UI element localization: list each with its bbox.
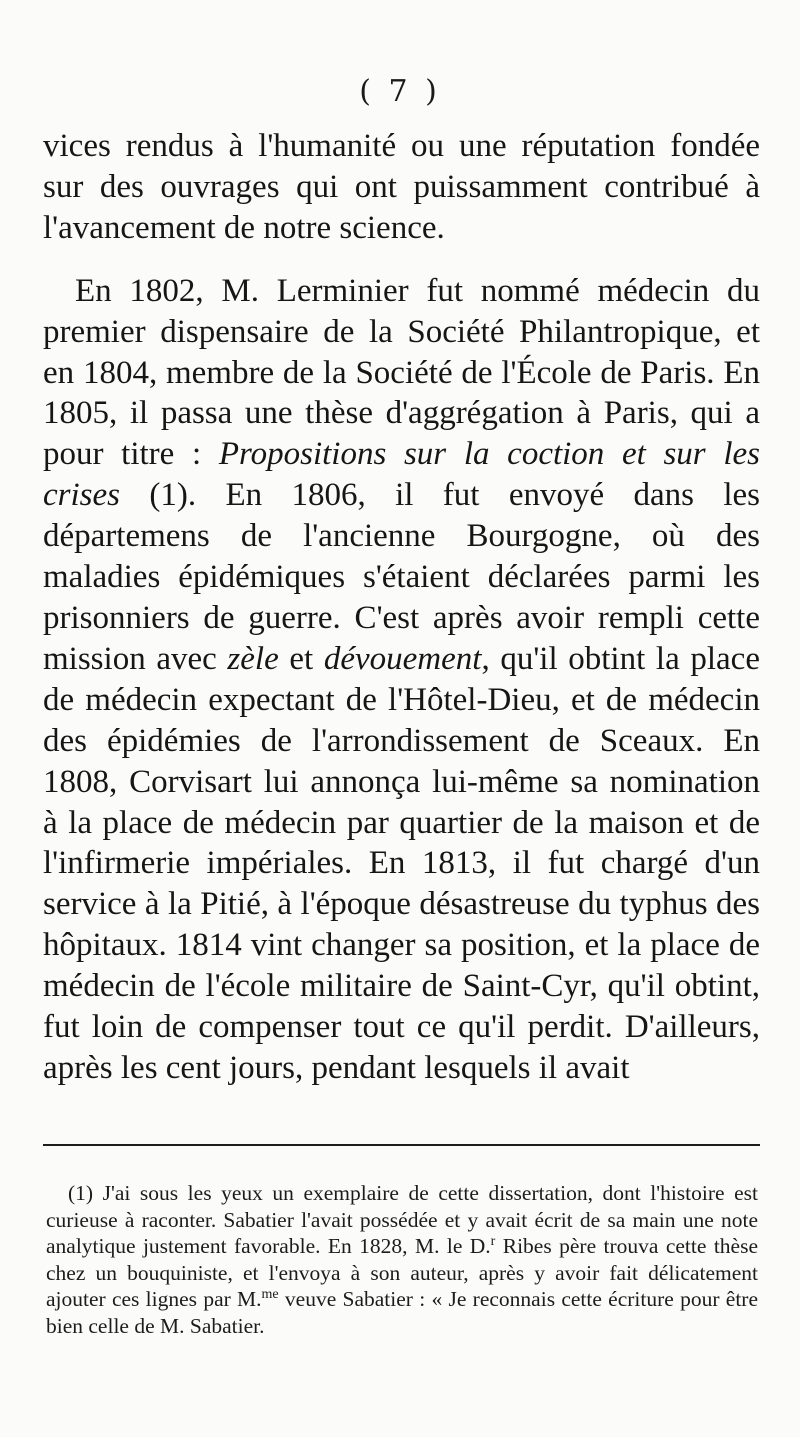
footnote-divider (43, 1144, 760, 1146)
paragraph-1: vices rendus à l'humanité ou une réputation fondée sur des ouvrages qui ont puissamment contribué à l'avancement de notre science. (43, 128, 760, 246)
footnote-text-a: (1) J'ai sous les yeux un exemplaire de cette dissertation, dont l'histoire est curieuse à raconter. Sabatier l'avait possédée et y avait écrit de sa main une note analytique justement favorable. En 1828, M. le D. (46, 1181, 758, 1259)
emphasis-zele: zèle (227, 640, 279, 677)
thesis-title: Propositions sur la coction et sur les crises (43, 436, 760, 514)
paragraph-2-text-a: En 1802, M. Lerminier fut nommé médecin du premier dispensaire de la Société Philantropique, et en 1804, membre de la Société de l'École de Paris. En 1805, il passa une thèse d'aggrégation à Paris, qui a pour titre : (43, 272, 760, 473)
page-number: ( 7 ) (359, 74, 441, 109)
emphasis-devouement: dévouement (323, 640, 482, 677)
footnote-text-b: Ribes père trouva cette thèse chez un bouquiniste, et l'envoya à son auteur, après y avoir fait délicatement ajouter ces lignes par M. (46, 1234, 758, 1312)
footnote (46, 1180, 758, 1340)
main-text (43, 126, 760, 1089)
paragraph-2 (43, 271, 760, 1089)
footnote-text-c: veuve Sabatier : « Je reconnais cette écriture pour être bien celle de M. Sabatier. (46, 1287, 758, 1338)
paragraph-2-text-d: , qu'il obtint la place de médecin expectant de l'Hôtel-Dieu, et de médecin des épidémies de l'arrondissement de Sceaux. En 1808, Corvisart lui annonça lui-même sa nomination à la place de médecin par quartier de la maison et de l'infirmerie impériales. En 1813, il fut chargé d'un service à la Pitié, à l'époque désastreuse du typhus des hôpitaux. 1814 vint changer sa position, et la place de médecin de l'école militaire de Saint-Cyr, qu'il obtint, fut loin de compenser tout ce qu'il perdit. D'ailleurs, après les cent jours, pendant lesquels il avait (43, 640, 760, 1086)
footnote-superscript-r: r (490, 1234, 496, 1250)
paragraph-2-text-b: (1). En 1806, il fut envoyé dans les départemens de l'ancienne Bourgogne, où des maladies épidémiques s'étaient déclarées parmi les prisonniers de guerre. C'est après avoir rempli cette mission avec (43, 477, 760, 677)
footnote-superscript-me: me (261, 1287, 279, 1303)
paragraph-2-text-c: et (278, 640, 324, 677)
